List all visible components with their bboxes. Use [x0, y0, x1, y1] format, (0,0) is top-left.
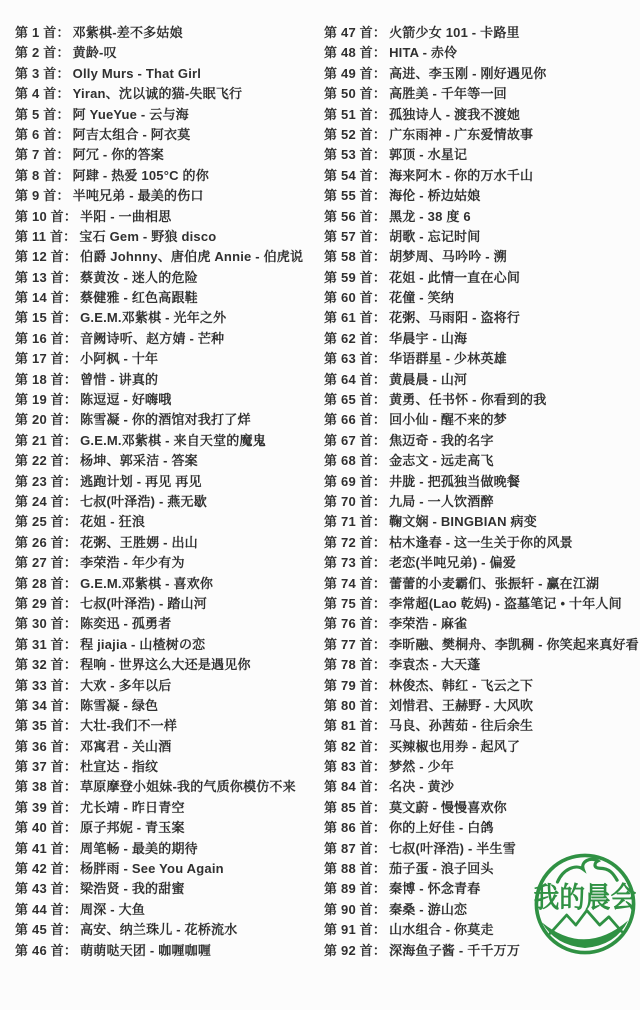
- song-index: 第 1 首：: [15, 25, 70, 40]
- song-index: 第 83 首：: [324, 759, 387, 775]
- song-item: [324, 594, 636, 614]
- song-index: 第 6 首：: [15, 126, 70, 142]
- song-index: 第 12 首：: [15, 249, 78, 265]
- song-title: 程响 - 世界这么大还是遇见你: [80, 657, 251, 673]
- song-item: [324, 125, 636, 145]
- song-item: [15, 451, 327, 471]
- song-index: 第 67 首：: [324, 432, 387, 448]
- song-title: 蕾蕾的小麦霸们、张振轩 - 赢在江湖: [389, 575, 600, 591]
- song-item: [324, 329, 636, 349]
- song-item: [15, 329, 327, 349]
- song-item: [15, 879, 327, 899]
- song-item: [324, 574, 636, 594]
- song-index: 第 25 首：: [15, 514, 78, 530]
- song-item: [324, 818, 636, 838]
- song-index: 第 65 首：: [324, 392, 387, 408]
- song-title: 花姐 - 此情一直在心间: [389, 269, 521, 285]
- song-item: [15, 614, 327, 634]
- song-item: [15, 941, 327, 961]
- song-index: 第 10 首：: [15, 208, 78, 224]
- song-title: 大壮-我们不一样: [80, 718, 178, 734]
- song-title: 大欢 - 多年以后: [80, 677, 172, 693]
- song-index: 第 76 首：: [324, 616, 387, 632]
- song-index: 第 40 首：: [15, 820, 78, 836]
- song-title: 阿肆 - 热爱 105°C 的你: [72, 167, 209, 183]
- song-title: 小阿枫 - 十年: [80, 351, 159, 367]
- song-index: 第 15 首：: [15, 310, 78, 326]
- song-title: 李常超(Lao 乾妈) - 盗墓笔记 • 十年人间: [389, 595, 622, 611]
- song-index: 第 33 首：: [15, 677, 78, 693]
- song-index: 第 51 首：: [324, 106, 387, 122]
- song-title: 马良、孙茜茹 - 往后余生: [389, 718, 534, 734]
- logo-text: 我的晨会: [533, 881, 637, 914]
- song-item: [324, 614, 636, 634]
- song-title: 海来阿木 - 你的万水千山: [389, 167, 534, 183]
- song-item: [15, 105, 327, 125]
- song-index: 第 75 首：: [324, 595, 387, 611]
- song-item: [15, 207, 327, 227]
- song-item: [15, 186, 327, 206]
- song-index: 第 86 首：: [324, 820, 387, 836]
- song-title: Olly Murs - That Girl: [72, 65, 202, 81]
- song-title: 孤独诗人 - 渡我不渡她: [389, 106, 521, 122]
- song-title: 音阙诗听、赵方婧 - 芒种: [80, 330, 225, 346]
- song-item: [15, 533, 327, 553]
- song-title: 花姐 - 狂浪: [80, 514, 146, 530]
- song-title: 秦桑 - 游山恋: [389, 901, 468, 917]
- song-title: 你的上好佳 - 白鸽: [389, 820, 494, 836]
- song-index: 第 89 首：: [324, 881, 387, 897]
- song-title: 阿吉太组合 - 阿衣莫: [72, 126, 191, 142]
- song-item: [15, 920, 327, 940]
- song-index: 第 28 首：: [15, 575, 78, 591]
- song-title: 名决 - 黄沙: [389, 779, 455, 795]
- song-index: 第 20 首：: [15, 412, 78, 428]
- song-item: [324, 186, 636, 206]
- song-item: [324, 268, 636, 288]
- song-title: 杜宣达 - 指纹: [80, 759, 159, 775]
- song-index: 第 32 首：: [15, 657, 78, 673]
- song-item: [15, 288, 327, 308]
- song-item: [15, 227, 327, 247]
- song-title: 金志文 - 远走高飞: [389, 453, 494, 469]
- song-index: 第 31 首：: [15, 636, 78, 652]
- song-item: [15, 23, 327, 43]
- song-item: [15, 553, 327, 573]
- song-item: [324, 635, 639, 655]
- song-item: [15, 574, 327, 594]
- song-index: 第 85 首：: [324, 799, 387, 815]
- song-index: 第 80 首：: [324, 697, 387, 713]
- song-title: G.E.M.邓紫棋 - 光年之外: [80, 310, 227, 326]
- song-title: 原子邦妮 - 青玉案: [80, 820, 185, 836]
- song-title: 高进、李玉刚 - 刚好遇见你: [389, 65, 547, 81]
- song-index: 第 45 首：: [15, 922, 78, 938]
- song-title: 七叔(叶泽浩) - 燕无歇: [80, 493, 207, 509]
- song-title: 杨胖雨 - See You Again: [80, 861, 224, 877]
- song-item: [324, 655, 636, 675]
- song-title: 陈逗逗 - 好嗨哦: [80, 392, 172, 408]
- song-index: 第 81 首：: [324, 718, 387, 734]
- song-title: 华语群星 - 少林英雄: [389, 351, 507, 367]
- mountains-icon: [550, 910, 622, 933]
- song-item: [15, 492, 327, 512]
- song-title: 陈雪凝 - 绿色: [80, 697, 159, 713]
- song-index: 第 21 首：: [15, 432, 78, 448]
- song-index: 第 84 首：: [324, 779, 387, 795]
- song-index: 第 22 首：: [15, 453, 78, 469]
- song-index: 第 57 首：: [324, 228, 387, 244]
- song-title: 程 jiajia - 山楂树の恋: [80, 636, 206, 652]
- song-index: 第 69 首：: [324, 473, 387, 489]
- song-item: [324, 64, 636, 84]
- song-index: 第 74 首：: [324, 575, 387, 591]
- song-item: [324, 166, 636, 186]
- song-item: [15, 512, 327, 532]
- song-title: 火箭少女 101 - 卡路里: [389, 25, 520, 40]
- song-title: 深海鱼子酱 - 千千万万: [389, 942, 521, 958]
- song-title: 半吨兄弟 - 最美的伤口: [72, 188, 204, 204]
- song-item: [324, 472, 636, 492]
- song-index: 第 30 首：: [15, 616, 78, 632]
- song-title: 高胜美 - 千年等一回: [389, 86, 507, 102]
- song-title: 逃跑计划 - 再见 再见: [80, 473, 202, 489]
- song-index: 第 62 首：: [324, 330, 387, 346]
- song-index: 第 63 首：: [324, 351, 387, 367]
- song-index: 第 27 首：: [15, 555, 78, 571]
- song-index: 第 46 首：: [15, 942, 78, 958]
- song-index: 第 82 首：: [324, 738, 387, 754]
- song-item: [15, 145, 327, 165]
- song-item: [324, 757, 636, 777]
- song-index: 第 64 首：: [324, 371, 387, 387]
- song-item: [324, 370, 636, 390]
- song-item: [324, 105, 636, 125]
- song-item: [15, 84, 327, 104]
- song-title: 萌萌哒天团 - 咖喱咖喱: [80, 942, 212, 958]
- song-index: 第 44 首：: [15, 901, 78, 917]
- song-index: 第 79 首：: [324, 677, 387, 693]
- song-title: 草原摩登小姐妹-我的气质你模仿不来: [80, 779, 296, 795]
- song-title: G.E.M.邓紫棋 - 来自天堂的魔鬼: [80, 432, 266, 448]
- song-item: [15, 839, 327, 859]
- song-index: 第 56 首：: [324, 208, 387, 224]
- song-item: [15, 247, 327, 267]
- song-title: 黑龙 - 38 度 6: [389, 208, 471, 224]
- song-item: [15, 308, 327, 328]
- song-title: 李昕融、樊桐舟、李凯稠 - 你笑起来真好看: [389, 636, 639, 652]
- song-index: 第 2 首：: [15, 45, 70, 61]
- song-title: 曾惜 - 讲真的: [80, 371, 159, 387]
- song-title: 广东雨神 - 广东爱情故事: [389, 126, 534, 142]
- song-index: 第 55 首：: [324, 188, 387, 204]
- song-title: 海伦 - 桥边姑娘: [389, 188, 481, 204]
- song-title: 阿 YueYue - 云与海: [72, 106, 189, 122]
- song-title: 梦然 - 少年: [389, 759, 455, 775]
- song-index: 第 16 首：: [15, 330, 78, 346]
- song-index: 第 88 首：: [324, 861, 387, 877]
- song-title: Yiran、沈以诚的猫-失眠飞行: [72, 86, 243, 102]
- song-item: [324, 451, 636, 471]
- song-title: 老恋(半吨兄弟) - 偏爱: [389, 555, 516, 571]
- song-index: 第 26 首：: [15, 534, 78, 550]
- song-item: [324, 696, 636, 716]
- song-title: 回小仙 - 醒不来的梦: [389, 412, 507, 428]
- song-title: 杨坤、郭采洁 - 答案: [80, 453, 198, 469]
- song-title: 蔡黄汝 - 迷人的危险: [80, 269, 198, 285]
- song-title: 邓寓君 - 关山酒: [80, 738, 172, 754]
- song-list-column-left: [15, 23, 327, 961]
- song-title: 李荣浩 - 麻雀: [389, 616, 468, 632]
- song-title: 秦博 - 怀念青春: [389, 881, 481, 897]
- song-item: [15, 798, 327, 818]
- song-item: [15, 410, 327, 430]
- song-item: [15, 390, 327, 410]
- song-index: 第 60 首：: [324, 290, 387, 306]
- song-item: [324, 737, 636, 757]
- song-item: [324, 410, 636, 430]
- song-item: [324, 308, 636, 328]
- song-index: 第 70 首：: [324, 493, 387, 509]
- song-index: 第 19 首：: [15, 392, 78, 408]
- song-title: 刘惜君、王赫野 - 大风吹: [389, 697, 534, 713]
- song-item: [324, 431, 636, 451]
- song-title: 山水组合 - 你莫走: [389, 922, 494, 938]
- song-title: 华晨宇 - 山海: [389, 330, 468, 346]
- song-index: 第 11 首：: [15, 228, 77, 244]
- song-title: 郭顶 - 水星记: [389, 147, 468, 163]
- song-item: [15, 635, 327, 655]
- song-title: 梁浩贤 - 我的甜蜜: [80, 881, 185, 897]
- song-index: 第 5 首：: [15, 106, 70, 122]
- song-title: 枯木逢春 - 这一生关于你的风景: [389, 534, 573, 550]
- song-title: 焦迈奇 - 我的名字: [389, 432, 494, 448]
- song-index: 第 54 首：: [324, 167, 387, 183]
- song-index: 第 52 首：: [324, 126, 387, 142]
- song-item: [15, 125, 327, 145]
- song-index: 第 90 首：: [324, 901, 387, 917]
- song-index: 第 53 首：: [324, 147, 387, 163]
- song-title: 伯爵 Johnny、唐伯虎 Annie - 伯虎说: [80, 249, 304, 265]
- song-index: 第 24 首：: [15, 493, 78, 509]
- song-index: 第 7 首：: [15, 147, 70, 163]
- song-index: 第 58 首：: [324, 249, 387, 265]
- song-title: 高安、纳兰珠儿 - 花桥流水: [80, 922, 238, 938]
- song-index: 第 47 首：: [324, 25, 387, 40]
- song-title: G.E.M.邓紫棋 - 喜欢你: [80, 575, 214, 591]
- song-title: 茄子蛋 - 浪子回头: [389, 861, 494, 877]
- song-index: 第 41 首：: [15, 840, 78, 856]
- song-index: 第 34 首：: [15, 697, 78, 713]
- song-item: [324, 84, 636, 104]
- song-title: 井胧 - 把孤独当做晚餐: [389, 473, 521, 489]
- song-item: [324, 145, 636, 165]
- song-item: [324, 676, 636, 696]
- song-title: 黄勇、任书怀 - 你看到的我: [389, 392, 547, 408]
- song-index: 第 17 首：: [15, 351, 78, 367]
- song-index: 第 37 首：: [15, 759, 78, 775]
- song-item: [15, 472, 327, 492]
- song-index: 第 35 首：: [15, 718, 78, 734]
- song-index: 第 72 首：: [324, 534, 387, 550]
- song-item: [324, 533, 636, 553]
- song-title: 七叔(叶泽浩) - 踏山河: [80, 595, 207, 611]
- song-index: 第 18 首：: [15, 371, 78, 387]
- song-index: 第 43 首：: [15, 881, 78, 897]
- song-title: 莫文蔚 - 慢慢喜欢你: [389, 799, 507, 815]
- song-item: [324, 288, 636, 308]
- song-item: [324, 512, 636, 532]
- song-index: 第 87 首：: [324, 840, 387, 856]
- song-item: [324, 716, 636, 736]
- song-title: 邓紫棋-差不多姑娘: [72, 25, 183, 40]
- song-index: 第 59 首：: [324, 269, 387, 285]
- song-title: 胡梦周、马吟吟 - 溯: [389, 249, 507, 265]
- song-index: 第 38 首：: [15, 779, 78, 795]
- song-index: 第 66 首：: [324, 412, 387, 428]
- song-title: 尤长靖 - 昨日青空: [80, 799, 185, 815]
- song-index: 第 92 首：: [324, 942, 387, 958]
- song-item: [15, 900, 327, 920]
- song-item: [324, 777, 636, 797]
- song-item: [324, 227, 636, 247]
- song-title: 阿冗 - 你的答案: [72, 147, 165, 163]
- song-title: 蔡健雅 - 红色高跟鞋: [80, 290, 198, 306]
- song-index: 第 61 首：: [324, 310, 387, 326]
- song-index: 第 78 首：: [324, 657, 387, 673]
- song-title: 陈雪凝 - 你的酒馆对我打了烊: [80, 412, 251, 428]
- song-title: 花僮 - 笑纳: [389, 290, 455, 306]
- song-title: 李袁杰 - 大天蓬: [389, 657, 481, 673]
- song-title: 花粥、王胜娚 - 出山: [80, 534, 198, 550]
- song-item: [15, 737, 327, 757]
- song-item: [324, 349, 636, 369]
- song-item: [15, 431, 327, 451]
- song-index: 第 71 首：: [324, 514, 387, 530]
- wodechenhui-logo: [530, 848, 640, 960]
- song-title: 七叔(叶泽浩) - 半生雪: [389, 840, 516, 856]
- song-item: [324, 492, 636, 512]
- song-title: 李荣浩 - 年少有为: [80, 555, 185, 571]
- song-item: [15, 268, 327, 288]
- song-item: [324, 798, 636, 818]
- song-title: 黄龄-叹: [72, 45, 117, 61]
- song-item: [15, 349, 327, 369]
- song-item: [324, 247, 636, 267]
- song-index: 第 36 首：: [15, 738, 78, 754]
- song-list-column-right: [324, 23, 639, 961]
- song-title: 陈奕迅 - 孤勇者: [80, 616, 172, 632]
- song-index: 第 50 首：: [324, 86, 387, 102]
- song-item: [324, 390, 636, 410]
- song-item: [15, 370, 327, 390]
- song-title: 宝石 Gem - 野狼 disco: [79, 228, 217, 244]
- song-item: [324, 553, 636, 573]
- song-index: 第 48 首：: [324, 45, 387, 61]
- song-item: [15, 594, 327, 614]
- song-index: 第 91 首：: [324, 922, 387, 938]
- song-title: HITA - 赤伶: [389, 45, 458, 61]
- song-index: 第 39 首：: [15, 799, 78, 815]
- song-index: 第 13 首：: [15, 269, 78, 285]
- song-item: [324, 43, 636, 63]
- song-title: 花粥、马雨阳 - 盗将行: [389, 310, 521, 326]
- song-index: 第 77 首：: [324, 636, 387, 652]
- song-title: 黄晨晨 - 山河: [389, 371, 468, 387]
- song-item: [15, 859, 327, 879]
- song-index: 第 8 首：: [15, 167, 70, 183]
- song-title: 九局 - 一人饮酒醉: [389, 493, 494, 509]
- song-index: 第 73 首：: [324, 555, 387, 571]
- song-item: [15, 696, 327, 716]
- song-title: 胡歌 - 忘记时间: [389, 228, 481, 244]
- song-index: 第 49 首：: [324, 65, 387, 81]
- song-title: 鞠文娴 - BINGBIAN 病变: [389, 514, 537, 530]
- song-item: [15, 757, 327, 777]
- song-index: 第 4 首：: [15, 86, 70, 102]
- song-item: [324, 207, 636, 227]
- song-title: 周深 - 大鱼: [80, 901, 146, 917]
- song-item: [15, 655, 327, 675]
- song-title: 周笔畅 - 最美的期待: [80, 840, 198, 856]
- song-index: 第 3 首：: [15, 65, 70, 81]
- song-index: 第 29 首：: [15, 595, 78, 611]
- song-item: [324, 23, 636, 43]
- song-item: [15, 777, 327, 797]
- song-item: [15, 64, 327, 84]
- song-index: 第 9 首：: [15, 188, 70, 204]
- song-item: [15, 43, 327, 63]
- song-index: 第 23 首：: [15, 473, 78, 489]
- song-item: [15, 818, 327, 838]
- song-title: 买辣椒也用券 - 起风了: [389, 738, 521, 754]
- song-item: [15, 676, 327, 696]
- song-index: 第 14 首：: [15, 290, 78, 306]
- song-item: [15, 716, 327, 736]
- song-title: 半阳 - 一曲相思: [80, 208, 172, 224]
- song-title: 林俊杰、韩红 - 飞云之下: [389, 677, 534, 693]
- song-index: 第 68 首：: [324, 453, 387, 469]
- song-index: 第 42 首：: [15, 861, 78, 877]
- song-item: [15, 166, 327, 186]
